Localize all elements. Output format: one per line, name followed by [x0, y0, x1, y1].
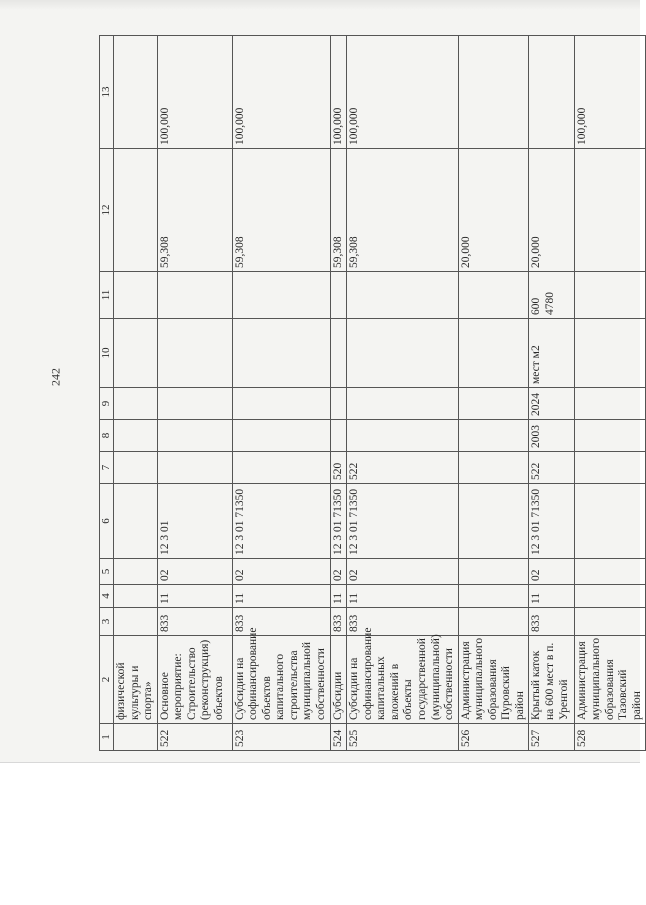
- cell: [458, 36, 529, 149]
- cell-number: 527: [529, 724, 575, 751]
- cell: 11: [330, 585, 347, 608]
- cell: [157, 420, 232, 452]
- cell: [575, 272, 646, 319]
- col-header: 11: [100, 272, 114, 319]
- cell-name: Крытый каток на 600 мест в п. Уренгой: [529, 636, 575, 724]
- table-row: [529, 36, 575, 751]
- cell: [330, 388, 347, 420]
- cell: [113, 559, 157, 585]
- cell: [330, 319, 347, 388]
- cell: [113, 585, 157, 608]
- cell: 12 3 01 71350: [529, 484, 575, 559]
- table-wrapper: [99, 36, 643, 751]
- cell: 59,308: [347, 149, 459, 272]
- cell: [157, 272, 232, 319]
- cell: 02: [529, 559, 575, 585]
- cell: [458, 484, 529, 559]
- cell: [575, 585, 646, 608]
- cell: [113, 420, 157, 452]
- cell: 02: [347, 559, 459, 585]
- table-container: [99, 36, 643, 751]
- cell: [113, 36, 157, 149]
- cell: 2024: [529, 388, 575, 420]
- cell: [347, 388, 459, 420]
- cell-number: 522: [157, 724, 232, 751]
- cell: [575, 559, 646, 585]
- cell-name: физической культуры и спорта»: [113, 636, 157, 724]
- cell: 520: [330, 452, 347, 484]
- cell: [157, 452, 232, 484]
- table-row: [330, 36, 347, 751]
- cell-name: Субсидии на софинансирование объектов капитального строительства муниципальной собственности: [232, 636, 330, 724]
- scan-edge: [0, 0, 640, 10]
- table-row: [157, 36, 232, 751]
- cell: [347, 420, 459, 452]
- cell: [458, 608, 529, 636]
- cell: 100,000: [330, 36, 347, 149]
- cell: 100,000: [347, 36, 459, 149]
- cell: [330, 420, 347, 452]
- cell: [575, 484, 646, 559]
- cell: 100,000: [575, 36, 646, 149]
- cell: мест м2: [529, 319, 575, 388]
- cell: 522: [529, 452, 575, 484]
- cell: [347, 319, 459, 388]
- cell: 12 3 01 71350: [330, 484, 347, 559]
- cell-number: 526: [458, 724, 529, 751]
- header-row: [100, 36, 114, 751]
- cell-number: 523: [232, 724, 330, 751]
- cell-name: Субсидии: [330, 636, 347, 724]
- col-header: 5: [100, 559, 114, 585]
- cell: 20,000: [458, 149, 529, 272]
- col-header: 2: [100, 636, 114, 724]
- cell-name: Основное мероприятие: Строительство (реконструкция) объектов: [157, 636, 232, 724]
- cell-name: Субсидии на софинансирование капитальных вложений в объекты государственной (муниципальной) собственности: [347, 636, 459, 724]
- cell: 11: [347, 585, 459, 608]
- cell: [575, 388, 646, 420]
- col-header: 13: [100, 36, 114, 149]
- cell: [157, 319, 232, 388]
- cell-number: 528: [575, 724, 646, 751]
- cell: [575, 608, 646, 636]
- cell: [575, 149, 646, 272]
- cell: 833: [157, 608, 232, 636]
- cell: 12 3 01 71350: [232, 484, 330, 559]
- cell: [458, 559, 529, 585]
- cell: 833: [232, 608, 330, 636]
- cell: 59,308: [232, 149, 330, 272]
- cell: [575, 420, 646, 452]
- cell: [113, 484, 157, 559]
- col-header: 6: [100, 484, 114, 559]
- cell: [458, 585, 529, 608]
- table-row: [113, 36, 157, 751]
- cell: 833: [529, 608, 575, 636]
- table-row: [575, 36, 646, 751]
- cell: 02: [330, 559, 347, 585]
- cell: [113, 149, 157, 272]
- col-header: 10: [100, 319, 114, 388]
- cell-name: Администрация муниципального образования Тазовский район: [575, 636, 646, 724]
- cell: 833: [347, 608, 459, 636]
- cell: [157, 388, 232, 420]
- col-header: 8: [100, 420, 114, 452]
- budget-table: [99, 35, 646, 751]
- cell: [113, 608, 157, 636]
- cell: [458, 388, 529, 420]
- cell: 20,000: [529, 149, 575, 272]
- table-row: [347, 36, 459, 751]
- cell: [458, 272, 529, 319]
- col-header: 4: [100, 585, 114, 608]
- cell: [575, 319, 646, 388]
- cell: 100,000: [157, 36, 232, 149]
- cell: 522: [347, 452, 459, 484]
- cell: 12 3 01 71350: [347, 484, 459, 559]
- col-header: 1: [100, 724, 114, 751]
- cell: [232, 272, 330, 319]
- cell: [529, 36, 575, 149]
- col-header: 3: [100, 608, 114, 636]
- cell: [232, 452, 330, 484]
- cell: [113, 452, 157, 484]
- cell: [347, 272, 459, 319]
- cell: [458, 319, 529, 388]
- cell: [575, 452, 646, 484]
- cell: 12 3 01: [157, 484, 232, 559]
- cell: 11: [232, 585, 330, 608]
- cell: 600 4780: [529, 272, 575, 319]
- cell: 833: [330, 608, 347, 636]
- cell: [232, 319, 330, 388]
- cell: 59,308: [157, 149, 232, 272]
- cell: 59,308: [330, 149, 347, 272]
- cell: [458, 452, 529, 484]
- cell: [113, 388, 157, 420]
- page-number: 242: [48, 368, 63, 386]
- cell: [458, 420, 529, 452]
- cell-number: 525: [347, 724, 459, 751]
- table-row: [458, 36, 529, 751]
- col-header: 7: [100, 452, 114, 484]
- table-row: [232, 36, 330, 751]
- cell: 02: [232, 559, 330, 585]
- cell: [330, 272, 347, 319]
- col-header: 9: [100, 388, 114, 420]
- col-header: 12: [100, 149, 114, 272]
- cell-number: 524: [330, 724, 347, 751]
- cell: [113, 319, 157, 388]
- cell: [232, 420, 330, 452]
- cell: 02: [157, 559, 232, 585]
- cell-number: [113, 724, 157, 751]
- cell: 11: [157, 585, 232, 608]
- cell: 2003: [529, 420, 575, 452]
- cell: [232, 388, 330, 420]
- cell: 100,000: [232, 36, 330, 149]
- cell-name: Администрация муниципального образования Пуровский район: [458, 636, 529, 724]
- cell: 11: [529, 585, 575, 608]
- cell: [113, 272, 157, 319]
